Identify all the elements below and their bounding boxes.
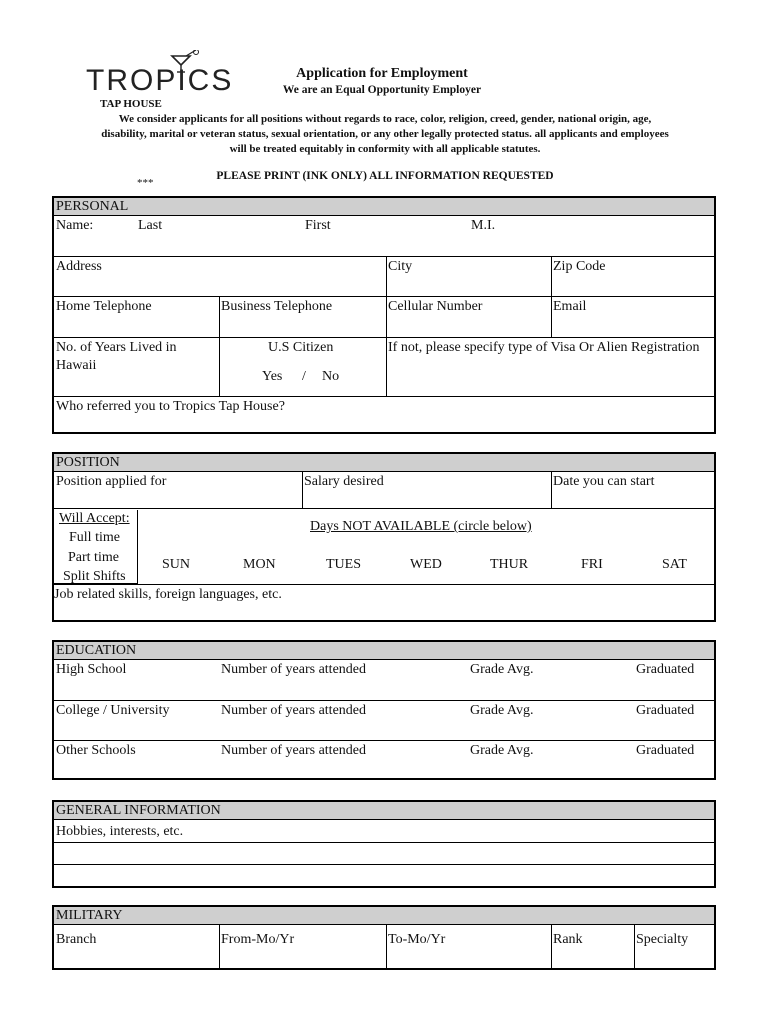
day-fri[interactable]: FRI xyxy=(581,557,603,572)
us-citizen-label: U.S Citizen xyxy=(268,340,334,355)
personal-section xyxy=(52,196,716,434)
college-grade[interactable]: Grade Avg. xyxy=(470,703,534,718)
general-section xyxy=(52,800,716,888)
high-school-years[interactable]: Number of years attended xyxy=(221,662,366,677)
logo xyxy=(86,56,234,112)
policy-line-3: will be treated equitably in conformity with all applicable statutes. xyxy=(229,143,541,155)
military-section xyxy=(52,905,716,970)
skills-field[interactable]: Job related skills, foreign languages, etc. xyxy=(54,587,282,602)
visa-field[interactable]: If not, please specify type of Visa Or Alien Registration xyxy=(388,340,700,355)
citizen-no-option[interactable]: No xyxy=(322,369,340,384)
college-field[interactable]: College / University xyxy=(56,703,170,718)
email-field[interactable]: Email xyxy=(553,299,587,314)
high-school-field[interactable]: High School xyxy=(56,662,127,677)
college-graduated[interactable]: Graduated xyxy=(636,703,695,718)
day-wed[interactable]: WED xyxy=(410,557,442,572)
salary-desired-field[interactable]: Salary desired xyxy=(304,474,384,489)
referred-by-field[interactable]: Who referred you to Tropics Tap House? xyxy=(56,399,285,414)
policy-line-2: disability, marital or veteran status, sexual orientation, or any other legally protected status. all applicants and employees xyxy=(101,128,669,140)
personal-header: PERSONAL xyxy=(54,198,714,216)
specialty-field[interactable]: Specialty xyxy=(636,932,689,947)
from-date-field[interactable]: From-Mo/Yr xyxy=(221,932,295,947)
eoe-subtitle: We are an Equal Opportunity Employer xyxy=(282,84,482,96)
general-header: GENERAL INFORMATION xyxy=(54,802,714,820)
hobbies-field[interactable]: Hobbies, interests, etc. xyxy=(56,824,184,839)
other-schools-graduated[interactable]: Graduated xyxy=(636,743,695,758)
position-applied-field[interactable]: Position applied for xyxy=(56,474,167,489)
business-phone-field[interactable]: Business Telephone xyxy=(221,299,333,314)
start-date-field[interactable]: Date you can start xyxy=(553,474,655,489)
other-schools-field[interactable]: Other Schools xyxy=(56,743,136,758)
last-name-field[interactable]: Last xyxy=(138,218,163,233)
day-sun[interactable]: SUN xyxy=(162,557,191,572)
position-section xyxy=(52,452,716,622)
position-header: POSITION xyxy=(54,454,714,472)
hobbies-line-3[interactable] xyxy=(54,865,714,886)
page-title: Application for Employment xyxy=(296,66,468,81)
years-hawaii-label: No. of Years Lived in xyxy=(56,340,177,355)
rank-field[interactable]: Rank xyxy=(553,932,583,947)
print-notice: PLEASE PRINT (INK ONLY) ALL INFORMATION REQUESTED xyxy=(216,170,554,182)
policy-line-1: We consider applicants for all positions without regards to race, color, religion, creed, gender, national origin, age, xyxy=(118,113,652,125)
zip-field[interactable]: Zip Code xyxy=(553,259,606,274)
military-header: MILITARY xyxy=(54,907,714,925)
name-label: Name: xyxy=(56,218,94,233)
branch-field[interactable]: Branch xyxy=(56,932,97,947)
citizen-yes-option[interactable]: Yes xyxy=(262,369,283,384)
day-thur[interactable]: THUR xyxy=(490,557,529,572)
college-years[interactable]: Number of years attended xyxy=(221,703,366,718)
logo-wordmark: TROPICS xyxy=(86,64,234,97)
high-school-grade[interactable]: Grade Avg. xyxy=(470,662,534,677)
other-schools-years[interactable]: Number of years attended xyxy=(221,743,366,758)
high-school-graduated[interactable]: Graduated xyxy=(636,662,695,677)
part-time-option[interactable]: Part time xyxy=(68,550,119,565)
citizen-separator: / xyxy=(302,369,306,384)
logo-subtitle: TAP HOUSE xyxy=(100,98,162,110)
education-header: EDUCATION xyxy=(54,642,714,660)
stars: *** xyxy=(137,177,154,189)
city-field[interactable]: City xyxy=(388,259,413,274)
day-mon[interactable]: MON xyxy=(243,557,276,572)
home-phone-field[interactable]: Home Telephone xyxy=(56,299,152,314)
hobbies-line-2[interactable] xyxy=(54,843,714,864)
address-field[interactable]: Address xyxy=(56,259,102,274)
days-not-available-label: Days NOT AVAILABLE (circle below) xyxy=(310,519,532,534)
full-time-option[interactable]: Full time xyxy=(69,530,120,545)
day-sat[interactable]: SAT xyxy=(662,557,687,572)
years-hawaii-label-2: Hawaii xyxy=(56,358,97,373)
to-date-field[interactable]: To-Mo/Yr xyxy=(388,932,446,947)
day-tues[interactable]: TUES xyxy=(326,557,361,572)
other-schools-grade[interactable]: Grade Avg. xyxy=(470,743,534,758)
cell-number-field[interactable]: Cellular Number xyxy=(388,299,483,314)
education-section xyxy=(52,640,716,780)
middle-initial-field[interactable]: M.I. xyxy=(471,218,496,233)
will-accept-label: Will Accept: xyxy=(59,511,130,526)
first-name-field[interactable]: First xyxy=(305,218,331,233)
split-shifts-option[interactable]: Split Shifts xyxy=(63,569,126,584)
